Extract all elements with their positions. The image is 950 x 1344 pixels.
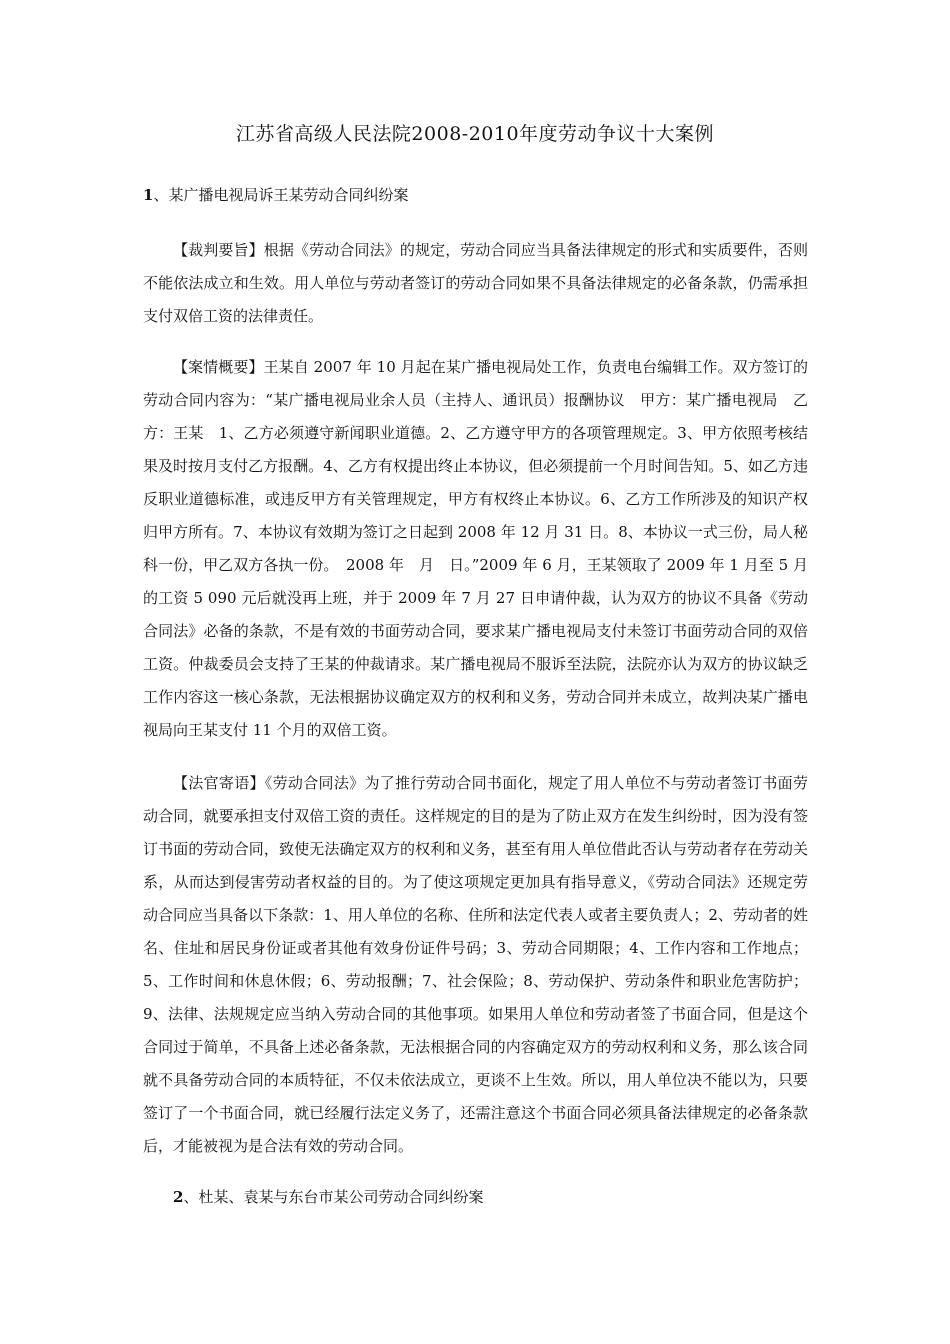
case-1-heading <box>143 183 408 207</box>
case-1-facts-paragraph <box>143 351 808 747</box>
judge-text: 《劳动合同法》为了推行劳动合同书面化，规定了用人单位不与劳动者签订书面劳动合同，就要承担支付双倍工资的责任。这样规定的目的是为了防止双方在发生纠纷时，因为没有签订书面的劳动合同，致使无法确定双方的权利和义务，甚至有用人单位借此否认与劳动者存在劳动关系，从而达到侵害劳动者权益的目的。为了使这项规定更加具有指导意义，《劳动合同法》还规定劳动合同应当具备以下条款：1、用人单位的名称、住所和法定代表人或者主要负责人；2、劳动者的姓名、住址和居民身份证或者其他有效身份证件号码；3、劳动合同期限；4、工作内容和工作地点；5、工作时间和休息休假；6、劳动报酬；7、社会保险；8、劳动保护、劳动条件和职业危害防护；9、法律、法规规定应当纳入劳动合同的其他事项。如果用人单位和劳动者签了书面合同，但是这个合同过于简单，不具备上述必备条款，无法根据合同的内容确定双方的劳动权利和义务，那么该合同就不具备劳动合同的本质特征，不仅未依法成立，更谈不上生效。所以，用人单位决不能以为，只要签订了一个书面合同，就已经履行法定义务了，还需注意这个书面合同必须具备法律规定的必备条款后，才能被视为是合法有效的劳动合同。 <box>143 774 808 1155</box>
document-title: 江苏省高级人民法院2008-2010年度劳动争议十大案例 <box>235 123 715 145</box>
judge-tag: 【法官寄语】 <box>173 774 265 792</box>
case-2-heading <box>173 1185 483 1209</box>
facts-text: 王某自 2007 年 10 月起在某广播电视局处工作，负责电台编辑工作。双方签订的劳动合同内容为：“某广播电视局业余人员（主持人、通讯员）报酬协议 甲方：某广播电视局 乙方：王某 1、乙方必须遵守新闻职业道德。2、乙方遵守甲方的各项管理规定。3、甲方依照考核结果及时按月支付乙方报酬。4、乙方有权提出终止本协议，但必须提前一个月时间告知。5、如乙方违反职业道德标准，或违反甲方有关管理规定，甲方有权终止本协议。6、乙方工作所涉及的知识产权归甲方所有。7、本协议有效期为签订之日起到 2008 年 12 月 31 日。8、本协议一式三份，局人秘科一份，甲乙双方各执一份。 2008 年 月 日。”2009 年 6 月，王某领取了 2009 年 1 月至 5 月的工资 5 090 元后就没再上班，并于 2009 年 7 月 27 日申请仲裁，认为双方的协议不具备《劳动合同法》必备的条款，不是有效的书面劳动合同，要求某广播电视局支付未签订书面劳动合同的双倍工资。仲裁委员会支持了王某的仲裁请求。某广播电视局不服诉至法院，法院亦认为双方的协议缺乏工作内容这一核心条款，无法根据协议确定双方的权利和义务，劳动合同并未成立，故判决某广播电视局向王某支付 11 个月的双倍工资。 <box>143 358 808 739</box>
facts-tag: 【案情概要】 <box>173 358 264 376</box>
case-1-number: 1 <box>143 186 154 204</box>
case-2-title: 、杜某、袁某与东台市某公司劳动合同纠纷案 <box>183 1188 484 1206</box>
case-1-title: 、某广播电视局诉王某劳动合同纠纷案 <box>153 186 409 204</box>
case-1-summary-paragraph <box>143 234 808 333</box>
summary-text: 根据《劳动合同法》的规定，劳动合同应当具备法律规定的形式和实质要件，否则不能依法成立和生效。用人单位与劳动者签订的劳动合同如果不具备法律规定的必备条款，仍需承担支付双倍工资的法律责任。 <box>143 241 808 325</box>
case-2-number: 2 <box>173 1188 184 1206</box>
summary-tag: 【裁判要旨】 <box>173 241 264 259</box>
case-1-judge-paragraph <box>143 767 808 1163</box>
